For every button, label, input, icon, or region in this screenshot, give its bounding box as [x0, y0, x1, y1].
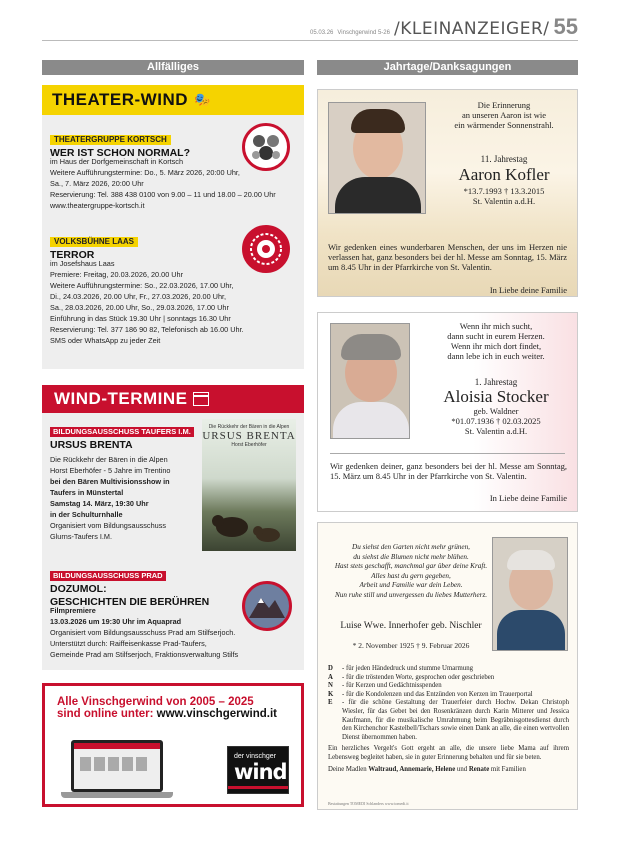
poster-title: URSUS BRENTA — [202, 430, 296, 442]
promo-text: sind online unter: — [57, 708, 157, 720]
life-dates: *01.07.1936 † 02.03.2025 — [451, 416, 541, 426]
vinschgerwind-logo — [227, 746, 289, 794]
thanks-letter: A — [328, 673, 333, 681]
section-title: /KLEINANZEIGER/ — [393, 19, 550, 39]
event-title: URSUS BRENTA — [50, 439, 133, 451]
header-divider — [42, 40, 578, 41]
photo-innerhofer — [492, 537, 568, 651]
group-label: BILDUNGSAUSSCHUSS PRAD — [50, 571, 166, 581]
laas-poster-thumb — [242, 225, 290, 273]
website-link[interactable]: www.theatergruppe-kortsch.it — [50, 201, 145, 210]
faces-icon — [247, 128, 285, 166]
calendar-icon — [193, 392, 209, 406]
page-header — [310, 14, 578, 40]
poem-line: Du siehst den Garten nicht mehr grünen, — [352, 543, 470, 551]
detail-line: Samstag 14. März, 19:30 Uhr — [50, 499, 149, 508]
detail-line: im Josefshaus Laas — [50, 259, 115, 268]
family-names: Waltraud, Annemarie, Helene — [368, 765, 456, 773]
thanks-text: - für Kerzen und Gedächtnisspenden — [342, 682, 442, 690]
bear-icon — [202, 491, 296, 551]
page-number: 55 — [553, 14, 578, 39]
detail-line: Filmpremiere — [50, 606, 96, 615]
quote-line: Wenn ihr mich dort findet, — [450, 341, 542, 351]
quote-line: dann lebe ich in euch weiter. — [447, 351, 545, 361]
detail-line: Premiere: Freitag, 20.03.2026, 20.00 Uhr — [50, 270, 184, 279]
wind-item-dozumol — [50, 565, 250, 609]
place: St. Valentin a.d.H. — [472, 196, 536, 206]
deceased-name: Aloisia Stocker — [443, 387, 549, 406]
detail-line: 13.03.2026 um 19:30 Uhr im Aquaprad — [50, 617, 182, 626]
theater-banner-title: THEATER-WIND — [52, 90, 188, 109]
quote-line: ein wärmender Sonnenstrahl. — [454, 120, 554, 130]
mountain-thumb — [242, 581, 292, 631]
anniversary-notice-stocker — [317, 312, 578, 512]
family-names: Renate — [468, 765, 490, 773]
theater-banner — [42, 85, 304, 115]
detail-line: Unterstützt durch: Raiffeisenkasse Prad-Taufers, — [50, 639, 207, 648]
event-title: GESCHICHTEN DIE BERÜHREN — [50, 596, 210, 608]
detail-line: SMS oder WhatsApp zu jeder Zeit — [50, 336, 161, 345]
signature: In Liebe deine Familie — [489, 493, 567, 503]
thank-you-notice-innerhofer — [317, 522, 578, 810]
thanks-row — [328, 691, 569, 700]
promo-line2 — [45, 708, 301, 720]
photo-stocker — [330, 323, 410, 439]
poem — [326, 543, 496, 600]
detail-line: in der Schulturnhalle — [50, 510, 123, 519]
thanks-row — [328, 674, 569, 683]
wind-item-ursus — [50, 421, 200, 542]
kortsch-poster-thumb — [242, 123, 290, 171]
detail-line: Sa., 28.03.2026, 20.00 Uhr, So., 29.03.2026, 17.00 Uhr — [50, 303, 229, 312]
photo-kofler — [328, 102, 426, 214]
anniversary-notice-kofler — [317, 89, 578, 297]
issue-name: Vinschgerwind 5-26 — [337, 30, 390, 36]
laptop-icon — [61, 740, 173, 800]
poster-top: Die Rückkehr der Bären in die Alpen — [208, 424, 290, 430]
notice-text: Wir gedenken eines wunderbaren Menschen, der uns im Herzen nie verlassen hat, ganz besonders bei der hl. Messe am Sonntag, 15. März um 8.45 Uhr in der Pfarrkirche von St. Valentin. — [328, 242, 567, 272]
detail-line: Di., 24.03.2026, 20.00 Uhr, Fr., 27.03.2026, 20.00 Uhr, — [50, 292, 227, 301]
event-title: DOZUMOL: — [50, 583, 107, 595]
thanks-text: - für jeden Händedruck und stumme Umarmung — [342, 665, 473, 672]
poem-line: Alles hast du gern gegeben, — [371, 571, 451, 580]
detail-line: Sa., 7. März 2026, 20:00 Uhr — [50, 179, 144, 188]
thanks-letter: E — [328, 699, 333, 707]
deceased-name: Aaron Kofler — [458, 165, 550, 184]
issue-date: 05.03.26 — [310, 30, 334, 36]
detail-line: Reservierung: Tel. 377 186 90 82, Telefonisch ab 16.00 Uhr. — [50, 325, 244, 334]
detail-line: Horst Eberhöfer - 5 Jahre im Trentino — [50, 466, 171, 475]
detail-line: Die Rückkehr der Bären in die Alpen — [50, 455, 168, 464]
closing-text: Ein herzliches Vergelt's Gott ergeht an alle, die unsere liebe Mama auf ihrem Lebensweg begleitet haben, sie in guter Erinnerung behalten und für sie beten. — [328, 745, 569, 761]
detail-line: Taufers in Münstertal — [50, 488, 124, 497]
play-title: WER IST SCHON NORMAL? — [50, 147, 190, 159]
detail-line: Einführung in das Stück 19.30 Uhr | sonntags 16.30 Uhr — [50, 314, 231, 323]
notice-text: Wir gedenken deiner, ganz besonders bei der hl. Messe am Sonntag, 15. März um 8.45 Uhr in der Pfarrkirche von St. Valentin. — [330, 461, 567, 481]
detail-line: Weitere Aufführungstermine: Do., 5. März 2026, 20:00 Uhr, — [50, 168, 240, 177]
poem-line: Arbeit und Familie war dein Leben. — [359, 581, 463, 589]
column-header-left: Allfälliges — [42, 60, 304, 75]
group-label: BILDUNGSAUSSCHUSS TAUFERS I.M. — [50, 427, 194, 437]
detail-line: Organisiert vom Bildungsausschuss Prad am Stilfserjoch. — [50, 628, 236, 637]
place: St. Valentin a.d.H. — [464, 426, 528, 436]
family-line — [328, 766, 569, 775]
divider — [330, 453, 565, 454]
poem-line: Hast stets geschafft, manchmal gar über deine Kraft. — [334, 562, 488, 570]
poem-line: Nun ruhe still und unvergessen du liebes Mutterherz. — [334, 590, 488, 599]
anniversary-label: 11. Jahrestag — [480, 154, 528, 164]
detail-line: Glurns-Taufers I.M. — [50, 532, 113, 541]
thanks-letter: N — [328, 682, 333, 690]
life-dates: * 2. November 1925 † 9. Februar 2026 — [352, 641, 470, 650]
logo-big-text: wind — [234, 760, 287, 784]
thanks-list — [328, 665, 569, 774]
anniversary-label: 1. Jahrestag — [474, 377, 518, 387]
quote-line: Die Erinnerung — [477, 100, 531, 110]
family-text: und — [455, 765, 469, 773]
signature: In Liebe deine Familie — [489, 285, 567, 295]
family-text: mit Familien — [489, 765, 526, 773]
theater-masks-icon: 🎭 — [194, 92, 211, 107]
detail-line: bei den Bären Multivisionsshow in — [50, 477, 170, 486]
logo-small-text: der vinschger — [234, 753, 277, 760]
quote-line: dann sucht in eurem Herzen. — [447, 331, 545, 341]
detail-line: Organisiert vom Bildungsausschuss — [50, 521, 166, 530]
poster-subtitle: Horst Eberhöfer — [231, 442, 267, 448]
thanks-text: - für die schöne Gestaltung der Trauerfeier durch Hochw. Dekan Christoph Wiesler, für das Gebet bei den Rosenkränzen durch Karin Mitterer und Jessica Kaufmann, für die musikalische Umrahmung beim Begräbnisgottesdienst durch den Kirchenchor Kastelbell/Tschars sowie einen Dank an alle, die einen wertvollen Dienst übernommen haben. — [342, 699, 569, 741]
theater-wind-box — [42, 85, 304, 369]
mountain-icon — [247, 586, 287, 626]
archive-promo[interactable] — [42, 683, 304, 807]
thanks-text: - für die Kondolenzen und das Entzünden von Kerzen im Trauerportal — [342, 690, 533, 698]
thanks-row — [328, 665, 569, 674]
quote-line: an unseren Aaron ist wie — [461, 110, 547, 120]
detail-line: Gemeinde Prad am Stilfserjoch, Fraktionsverwaltung Stilfs — [50, 650, 239, 659]
wind-banner-title: WIND-TERMINE — [54, 389, 188, 408]
thanks-row — [328, 682, 569, 691]
deceased-name: Luise Wwe. Innerhofer geb. Nischler — [340, 621, 482, 631]
wind-banner — [42, 385, 304, 413]
ursus-poster — [202, 419, 296, 551]
undertaker-credit: Bestattungen TOMEDI Schlanders www.tomedi.it — [328, 801, 409, 806]
group-label: THEATERGRUPPE KORTSCH — [50, 135, 171, 145]
quote-line: Wenn ihr mich sucht, — [459, 321, 533, 331]
group-label: VOLKSBÜHNE LAAS — [50, 237, 138, 247]
family-text: Deine Madlen — [328, 765, 369, 773]
life-dates: *13.7.1993 † 13.3.2015 — [463, 186, 545, 196]
target-icon — [248, 231, 284, 267]
play-title: TERROR — [50, 249, 95, 261]
thanks-letter: K — [328, 690, 334, 698]
promo-line1: Alle Vinschgerwind von 2005 – 2025 — [57, 696, 254, 708]
thanks-row — [328, 699, 569, 742]
thanks-text: - für die tröstenden Worte, gesprochen oder geschrieben — [342, 673, 495, 681]
detail-line: Reservierung: Tel. 388 438 0100 von 9.00 – 11 und 18.00 – 20.00 Uhr — [50, 190, 276, 199]
detail-line: im Haus der Dorfgemeinschaft in Kortsch — [50, 157, 184, 166]
poem-line: du siehst die Blumen nicht mehr blühen. — [353, 552, 469, 561]
maiden-name: geb. Waldner — [473, 406, 519, 416]
thanks-letter: D — [328, 665, 333, 672]
detail-line: Weitere Aufführungstermine: So., 22.03.2026, 17.00 Uhr, — [50, 281, 234, 290]
column-header-right: Jahrtage/Danksagungen — [317, 60, 578, 75]
wind-termine-box — [42, 385, 304, 670]
promo-url[interactable]: www.vinschgerwind.it — [156, 708, 278, 720]
